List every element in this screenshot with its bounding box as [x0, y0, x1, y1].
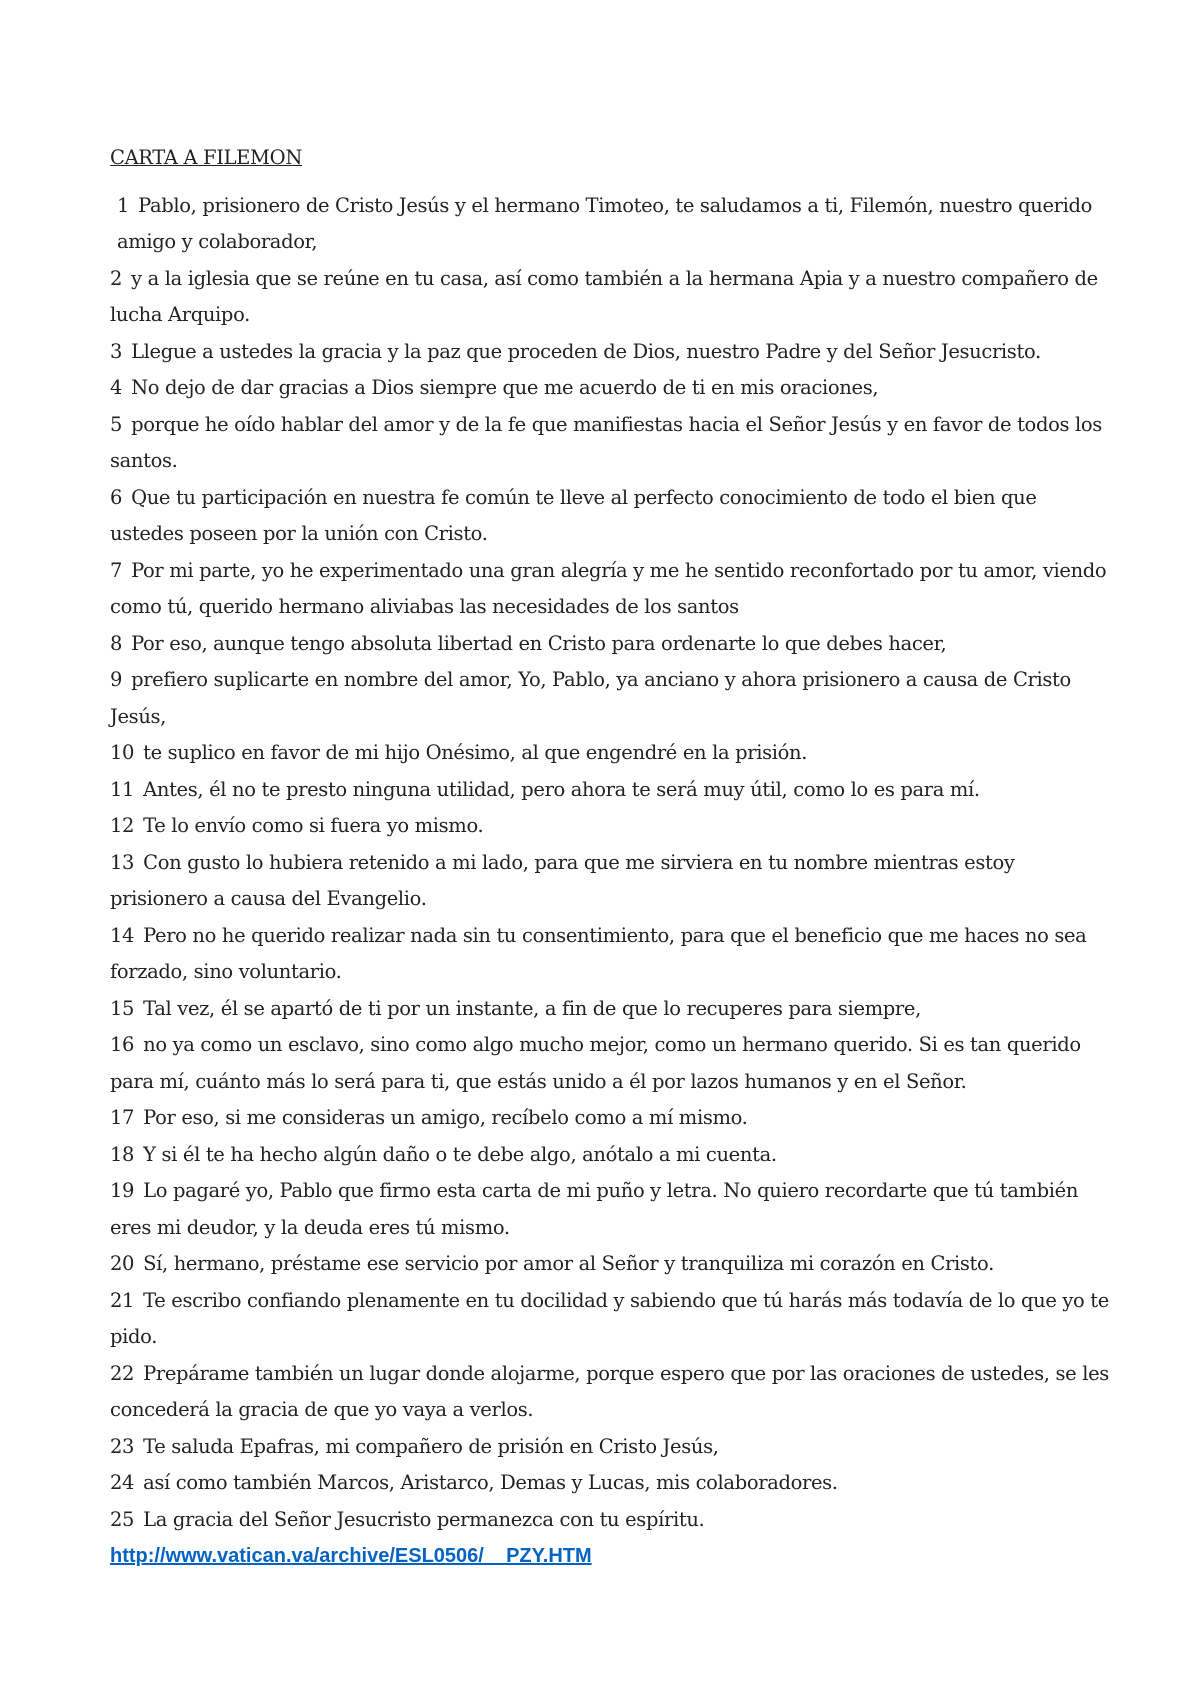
verse-number: 9 — [110, 668, 123, 691]
verse-text: te suplico en favor de mi hijo Onésimo, al que engendré en la prisión. — [143, 741, 808, 764]
verse-23 — [110, 1429, 1110, 1466]
verse-5 — [110, 407, 1110, 480]
verse-19 — [110, 1173, 1110, 1246]
verse-number: 19 — [110, 1179, 135, 1202]
verse-text: Tal vez, él se apartó de ti por un instante, a fin de que lo recuperes para siempre, — [143, 996, 921, 1020]
verse-1 — [110, 188, 1110, 261]
verse-number: 7 — [110, 558, 123, 582]
verse-14 — [110, 918, 1110, 991]
verse-text: Y si él te ha hecho algún daño o te debe algo, anótalo a mi cuenta. — [143, 1142, 777, 1166]
verse-18 — [110, 1137, 1110, 1174]
verse-text: no ya como un esclavo, sino como algo mucho mejor, como un hermano querido. Si es tan querido para mí, cuánto más lo será para ti, que estás unido a él por lazos humanos y en el Señor. — [110, 1033, 1081, 1093]
verse-15 — [110, 991, 1110, 1028]
verse-number: 14 — [110, 923, 135, 947]
verse-text: porque he oído hablar del amor y de la fe que manifiestas hacia el Señor Jesús y en favor de todos los santos. — [110, 412, 1102, 472]
verse-number: 16 — [110, 1033, 135, 1056]
verse-22 — [110, 1356, 1110, 1429]
verse-text: Que tu participación en nuestra fe común te lleve al perfecto conocimiento de todo el bien que ustedes poseen por la unión con Cristo. — [110, 485, 1037, 545]
verse-3 — [110, 334, 1110, 371]
verse-text: Por eso, aunque tengo absoluta libertad en Cristo para ordenarte lo que debes hacer, — [131, 631, 947, 655]
verse-text: Por eso, si me consideras un amigo, recíbelo como a mí mismo. — [143, 1106, 748, 1129]
document-title: CARTA A FILEMON — [110, 146, 303, 169]
verse-number: 6 — [110, 485, 123, 509]
verse-text: Te lo envío como si fuera yo mismo. — [143, 814, 484, 837]
verse-number: 5 — [110, 412, 123, 436]
verse-10 — [110, 735, 1110, 772]
verse-number: 4 — [110, 376, 123, 399]
verse-text: y a la iglesia que se reúne en tu casa, así como también a la hermana Apia y a nuestro compañero de lucha Arquipo. — [110, 266, 1098, 326]
verse-number: 24 — [110, 1471, 135, 1494]
verse-number: 22 — [110, 1361, 135, 1385]
verse-number: 8 — [110, 631, 123, 655]
verse-number: 2 — [110, 266, 123, 290]
verse-number: 25 — [110, 1507, 135, 1531]
verse-4 — [110, 370, 1110, 407]
verse-number: 17 — [110, 1106, 135, 1129]
verse-text: así como también Marcos, Aristarco, Demas y Lucas, mis colaboradores. — [143, 1471, 838, 1494]
verse-text: Pablo, prisionero de Cristo Jesús y el hermano Timoteo, te saludamos a ti, Filemón, nuestro querido amigo y colaborador, — [117, 193, 1093, 253]
verse-text: Te escribo confiando plenamente en tu docilidad y sabiendo que tú harás más todavía de lo que yo te pido. — [110, 1288, 1109, 1348]
verse-text: No dejo de dar gracias a Dios siempre que me acuerdo de ti en mis oraciones, — [131, 376, 879, 399]
verse-number: 13 — [110, 850, 135, 874]
document-body — [110, 140, 1110, 1575]
verse-number: 23 — [110, 1434, 135, 1458]
verse-text: Antes, él no te presto ninguna utilidad, pero ahora te será muy útil, como lo es para mí. — [143, 777, 980, 801]
verse-text: Lo pagaré yo, Pablo que firmo esta carta de mi puño y letra. No quiero recordarte que tú también eres mi deudor, y la deuda eres tú mismo. — [110, 1179, 1079, 1239]
verse-9 — [110, 662, 1110, 735]
verse-25 — [110, 1502, 1110, 1539]
verse-text: Pero no he querido realizar nada sin tu consentimiento, para que el beneficio que me haces no sea forzado, sino voluntario. — [110, 923, 1087, 983]
verse-24 — [110, 1465, 1110, 1502]
verse-11 — [110, 772, 1110, 809]
verse-20 — [110, 1246, 1110, 1283]
verse-2 — [110, 261, 1110, 334]
verse-12 — [110, 808, 1110, 845]
verse-8 — [110, 626, 1110, 663]
verse-text: prefiero suplicarte en nombre del amor, Yo, Pablo, ya anciano y ahora prisionero a causa de Cristo Jesús, — [110, 668, 1071, 728]
verse-number: 12 — [110, 814, 135, 837]
verse-number: 1 — [117, 193, 130, 217]
verse-number: 15 — [110, 996, 135, 1020]
verse-text: Con gusto lo hubiera retenido a mi lado, para que me sirviera en tu nombre mientras estoy prisionero a causa del Evangelio. — [110, 850, 1015, 910]
verse-text: Prepárame también un lugar donde alojarme, porque espero que por las oraciones de ustedes, se les concederá la gracia de que yo vaya a verlos. — [110, 1361, 1109, 1421]
verse-number: 10 — [110, 741, 135, 764]
verse-number: 3 — [110, 339, 123, 363]
verse-number: 21 — [110, 1288, 135, 1312]
verse-16 — [110, 1027, 1110, 1100]
verse-13 — [110, 845, 1110, 918]
verse-text: Por mi parte, yo he experimentado una gran alegría y me he sentido reconfortado por tu amor, viendo como tú, querido hermano aliviabas las necesidades de los santos — [110, 558, 1107, 618]
verse-21 — [110, 1283, 1110, 1356]
verse-text: Sí, hermano, préstame ese servicio por amor al Señor y tranquiliza mi corazón en Cristo. — [143, 1252, 994, 1275]
verse-number: 11 — [110, 777, 135, 801]
verse-7 — [110, 553, 1110, 626]
verse-6 — [110, 480, 1110, 553]
verse-text: Te saluda Epafras, mi compañero de prisión en Cristo Jesús, — [143, 1434, 719, 1458]
verse-17 — [110, 1100, 1110, 1137]
verse-number: 18 — [110, 1142, 135, 1166]
verse-text: La gracia del Señor Jesucristo permanezca con tu espíritu. — [143, 1507, 705, 1531]
verse-text: Llegue a ustedes la gracia y la paz que proceden de Dios, nuestro Padre y del Señor Jesucristo. — [131, 339, 1041, 363]
source-link[interactable]: http://www.vatican.va/archive/ESL0506/__PZY.HTM — [110, 1545, 592, 1567]
verse-number: 20 — [110, 1252, 135, 1275]
